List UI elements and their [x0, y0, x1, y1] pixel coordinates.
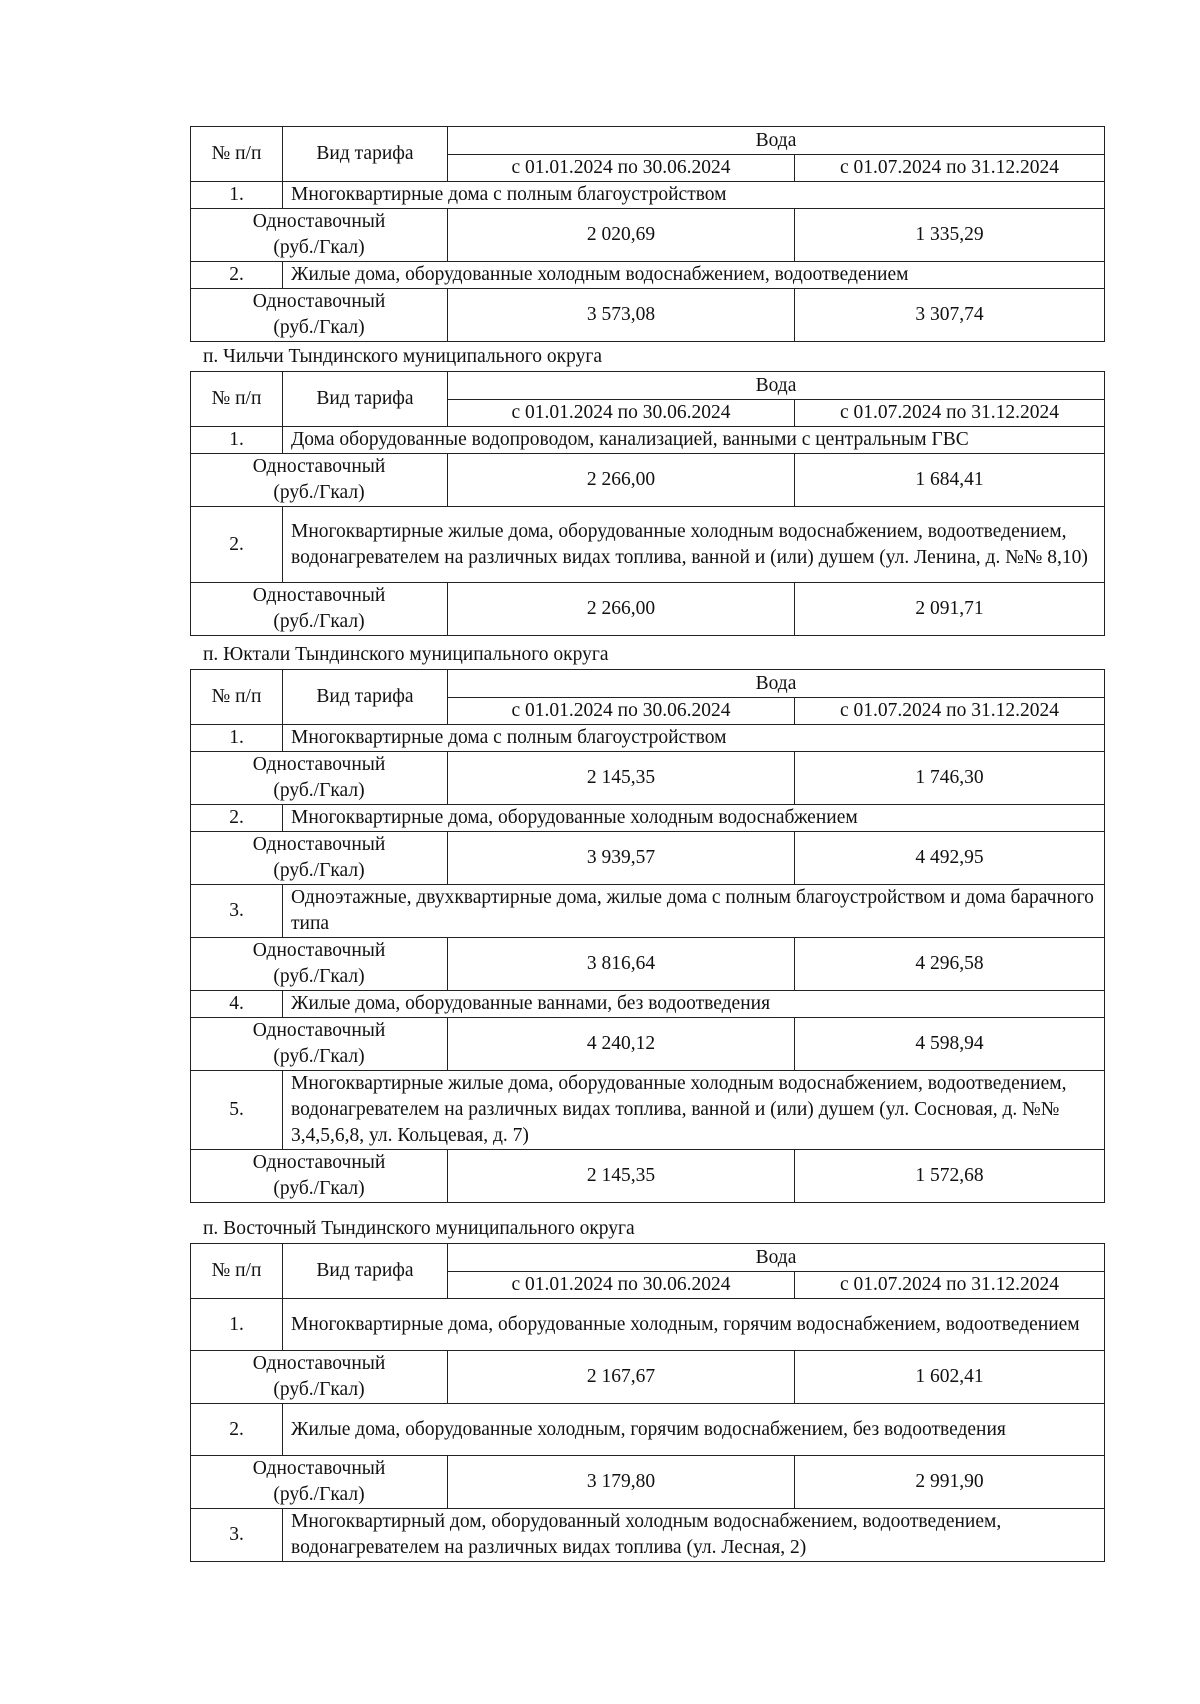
value-period-1: 3 179,80 — [448, 1456, 795, 1509]
rate-label: Одноставочный (руб./Гкал) — [191, 454, 448, 507]
row-desc: Жилые дома, оборудованные холодным, горячим водоснабжением, без водоотведения — [283, 1404, 1105, 1456]
rate-label: Одноставочный (руб./Гкал) — [191, 1150, 448, 1203]
row-desc: Многоквартирные дома с полным благоустройством — [283, 725, 1105, 752]
value-period-2: 4 492,95 — [795, 832, 1105, 885]
rate-label: Одноставочный (руб./Гкал) — [191, 752, 448, 805]
header-num: № п/п — [191, 372, 283, 427]
row-desc: Многоквартирные дома, оборудованные холодным, горячим водоснабжением, водоотведением — [283, 1299, 1105, 1351]
row-desc: Жилые дома, оборудованные ваннами, без водоотведения — [283, 991, 1105, 1018]
row-num: 3. — [191, 1509, 283, 1562]
value-period-2: 1 335,29 — [795, 209, 1105, 262]
header-type: Вид тарифа — [283, 372, 448, 427]
header-water: Вода — [448, 372, 1105, 400]
row-num: 1. — [191, 725, 283, 752]
rate-label: Одноставочный (руб./Гкал) — [191, 583, 448, 636]
value-period-2: 3 307,74 — [795, 289, 1105, 342]
value-period-2: 1 602,41 — [795, 1351, 1105, 1404]
rate-label: Одноставочный (руб./Гкал) — [191, 1456, 448, 1509]
header-type: Вид тарифа — [283, 670, 448, 725]
row-num: 1. — [191, 1299, 283, 1351]
row-desc: Многоквартирные дома с полным благоустройством — [283, 182, 1105, 209]
value-period-1: 2 266,00 — [448, 583, 795, 636]
value-period-2: 4 598,94 — [795, 1018, 1105, 1071]
header-water: Вода — [448, 1244, 1105, 1272]
header-type: Вид тарифа — [283, 127, 448, 182]
row-desc: Многоквартирные жилые дома, оборудованные холодным водоснабжением, водоотведением, водонагревателем на различных видах топлива, ванной и (или) душем (ул. Ленина, д. №№ 8,10) — [283, 507, 1105, 583]
value-period-1: 4 240,12 — [448, 1018, 795, 1071]
rate-label: Одноставочный (руб./Гкал) — [191, 1018, 448, 1071]
row-desc: Многоквартирные дома, оборудованные холодным водоснабжением — [283, 805, 1105, 832]
row-num: 2. — [191, 1404, 283, 1456]
header-num: № п/п — [191, 1244, 283, 1299]
section-caption: п. Чильчи Тындинского муниципального округа — [203, 346, 603, 367]
value-period-1: 2 167,67 — [448, 1351, 795, 1404]
tariff-table-2 — [190, 371, 1104, 636]
header-period-2: с 01.07.2024 по 31.12.2024 — [795, 698, 1105, 725]
row-num: 1. — [191, 427, 283, 454]
row-desc: Многоквартирные жилые дома, оборудованные холодным водоснабжением, водоотведением, водонагревателем на различных видах топлива, ванной и (или) душем (ул. Сосновая, д. №№ 3,4,5,6,8, ул. Кольцевая, д. 7) — [283, 1071, 1105, 1150]
header-period-1: с 01.01.2024 по 30.06.2024 — [448, 400, 795, 427]
value-period-1: 3 939,57 — [448, 832, 795, 885]
value-period-1: 2 145,35 — [448, 1150, 795, 1203]
section-caption: п. Восточный Тындинского муниципального округа — [203, 1218, 635, 1239]
value-period-2: 4 296,58 — [795, 938, 1105, 991]
value-period-2: 1 746,30 — [795, 752, 1105, 805]
header-water: Вода — [448, 670, 1105, 698]
header-num: № п/п — [191, 670, 283, 725]
header-num: № п/п — [191, 127, 283, 182]
rate-label: Одноставочный (руб./Гкал) — [191, 1351, 448, 1404]
header-type: Вид тарифа — [283, 1244, 448, 1299]
row-num: 3. — [191, 885, 283, 938]
header-period-2: с 01.07.2024 по 31.12.2024 — [795, 155, 1105, 182]
value-period-2: 1 684,41 — [795, 454, 1105, 507]
tariff-table-4 — [190, 1243, 1104, 1562]
rate-label: Одноставочный (руб./Гкал) — [191, 938, 448, 991]
value-period-1: 3 573,08 — [448, 289, 795, 342]
row-desc: Одноэтажные, двухквартирные дома, жилые дома с полным благоустройством и дома барачного типа — [283, 885, 1105, 938]
rate-label: Одноставочный (руб./Гкал) — [191, 209, 448, 262]
row-desc: Дома оборудованные водопроводом, канализацией, ванными с центральным ГВС — [283, 427, 1105, 454]
header-water: Вода — [448, 127, 1105, 155]
tariff-table-3 — [190, 669, 1104, 1203]
value-period-2: 1 572,68 — [795, 1150, 1105, 1203]
header-period-2: с 01.07.2024 по 31.12.2024 — [795, 400, 1105, 427]
value-period-1: 2 145,35 — [448, 752, 795, 805]
row-num: 2. — [191, 507, 283, 583]
tariff-table-1 — [190, 126, 1104, 342]
row-num: 2. — [191, 805, 283, 832]
header-period-1: с 01.01.2024 по 30.06.2024 — [448, 698, 795, 725]
value-period-2: 2 991,90 — [795, 1456, 1105, 1509]
rate-label: Одноставочный (руб./Гкал) — [191, 289, 448, 342]
row-num: 2. — [191, 262, 283, 289]
header-period-1: с 01.01.2024 по 30.06.2024 — [448, 155, 795, 182]
row-num: 4. — [191, 991, 283, 1018]
header-period-2: с 01.07.2024 по 31.12.2024 — [795, 1272, 1105, 1299]
row-desc: Многоквартирный дом, оборудованный холодным водоснабжением, водоотведением, водонагревателем на различных видах топлива (ул. Лесная, 2) — [283, 1509, 1105, 1562]
section-caption: п. Юктали Тындинского муниципального округа — [203, 644, 609, 665]
header-period-1: с 01.01.2024 по 30.06.2024 — [448, 1272, 795, 1299]
row-num: 5. — [191, 1071, 283, 1150]
value-period-2: 2 091,71 — [795, 583, 1105, 636]
value-period-1: 2 020,69 — [448, 209, 795, 262]
value-period-1: 3 816,64 — [448, 938, 795, 991]
row-desc: Жилые дома, оборудованные холодным водоснабжением, водоотведением — [283, 262, 1105, 289]
rate-label: Одноставочный (руб./Гкал) — [191, 832, 448, 885]
value-period-1: 2 266,00 — [448, 454, 795, 507]
row-num: 1. — [191, 182, 283, 209]
